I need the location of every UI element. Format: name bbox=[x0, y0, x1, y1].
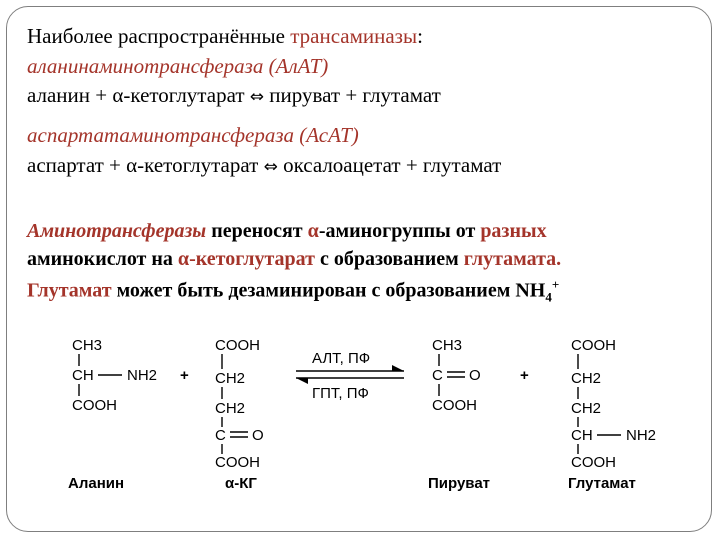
intro-highlight: трансаминазы bbox=[290, 24, 418, 48]
plus-sign: + bbox=[180, 367, 189, 384]
glutamate-term: глутамата. bbox=[463, 248, 562, 270]
glutamate-label: Глутамат bbox=[568, 475, 636, 492]
enzyme2-left: аспартат + bbox=[27, 153, 127, 177]
para-text: с образованием bbox=[315, 248, 464, 270]
pyruvate-ch3: CH3 bbox=[432, 337, 463, 354]
arrowhead-right-icon bbox=[392, 365, 404, 371]
enzyme1-mid: -кетоглутарат bbox=[123, 83, 250, 107]
akg-ch2-1: CH2 bbox=[215, 370, 246, 387]
glu-cooh-bottom: COOH bbox=[571, 454, 616, 471]
akg-ch2-2: CH2 bbox=[215, 400, 246, 417]
akg-cooh-top: COOH bbox=[215, 337, 260, 354]
aminotransferases-term: Аминотрансферазы bbox=[27, 220, 207, 242]
double-arrow-icon: ⇔ bbox=[263, 157, 278, 177]
alpha-symbol: α bbox=[307, 220, 319, 242]
enzyme2-mid: -кетоглутарат bbox=[137, 153, 264, 177]
pyruvate-o: O bbox=[469, 367, 481, 384]
akg-label: α-КГ bbox=[225, 475, 257, 492]
glu-nh2: NH2 bbox=[626, 427, 657, 444]
alanine-nh2: NH2 bbox=[127, 367, 158, 384]
pyruvate-c: C bbox=[432, 367, 443, 384]
enzyme1-left: аланин + bbox=[27, 83, 113, 107]
arrow-top-label: АЛТ, ПФ bbox=[312, 350, 371, 367]
glu-ch2-1: CH2 bbox=[571, 370, 602, 387]
alanine-ch3: CH3 bbox=[72, 337, 103, 354]
enzyme1-name: аланинаминотрансфераза (АлАТ) bbox=[27, 54, 329, 78]
arrowhead-left-icon bbox=[296, 378, 308, 384]
alpha-symbol: α bbox=[126, 153, 138, 177]
alanine-cooh: COOH bbox=[72, 397, 117, 414]
subscript: 4 bbox=[545, 289, 552, 305]
akg-c: C bbox=[215, 427, 226, 444]
intro-text: Наиболее распространённые bbox=[27, 24, 291, 48]
glu-cooh-top: COOH bbox=[571, 337, 616, 354]
pyruvate-label: Пируват bbox=[428, 475, 491, 492]
akg-o: O bbox=[252, 427, 264, 444]
para-text: может быть дезаминирован с образованием NH bbox=[111, 279, 546, 302]
plus-sign: + bbox=[520, 367, 529, 384]
alanine-label: Аланин bbox=[68, 475, 125, 492]
intro-colon: : bbox=[417, 24, 423, 48]
para-highlight: разных bbox=[480, 220, 547, 242]
ketoglutarate-term: -кетоглутарат bbox=[189, 248, 315, 270]
enzyme1-right: пируват + глутамат bbox=[264, 83, 441, 107]
para-text: -аминогруппы от bbox=[318, 220, 481, 242]
superscript: + bbox=[551, 277, 560, 292]
alpha-symbol: α bbox=[177, 248, 190, 270]
arrow-bottom-label: ГПТ, ПФ bbox=[312, 385, 369, 402]
para-text: аминокислот на bbox=[27, 248, 178, 270]
glutamate-term: Глутамат bbox=[27, 279, 112, 302]
para-text: переносят bbox=[206, 220, 308, 242]
alpha-symbol: α bbox=[112, 83, 124, 107]
double-arrow-icon: ⇔ bbox=[249, 87, 265, 107]
glu-ch: CH bbox=[571, 427, 593, 444]
akg-cooh-bottom: COOH bbox=[215, 454, 260, 471]
glu-ch2-2: CH2 bbox=[571, 400, 602, 417]
enzyme2-name: аспартатаминотрансфераза (АсАТ) bbox=[27, 123, 359, 147]
alanine-ch: CH bbox=[72, 367, 94, 384]
enzyme2-right: оксалоацетат + глутамат bbox=[277, 153, 502, 177]
pyruvate-cooh: COOH bbox=[432, 397, 477, 414]
